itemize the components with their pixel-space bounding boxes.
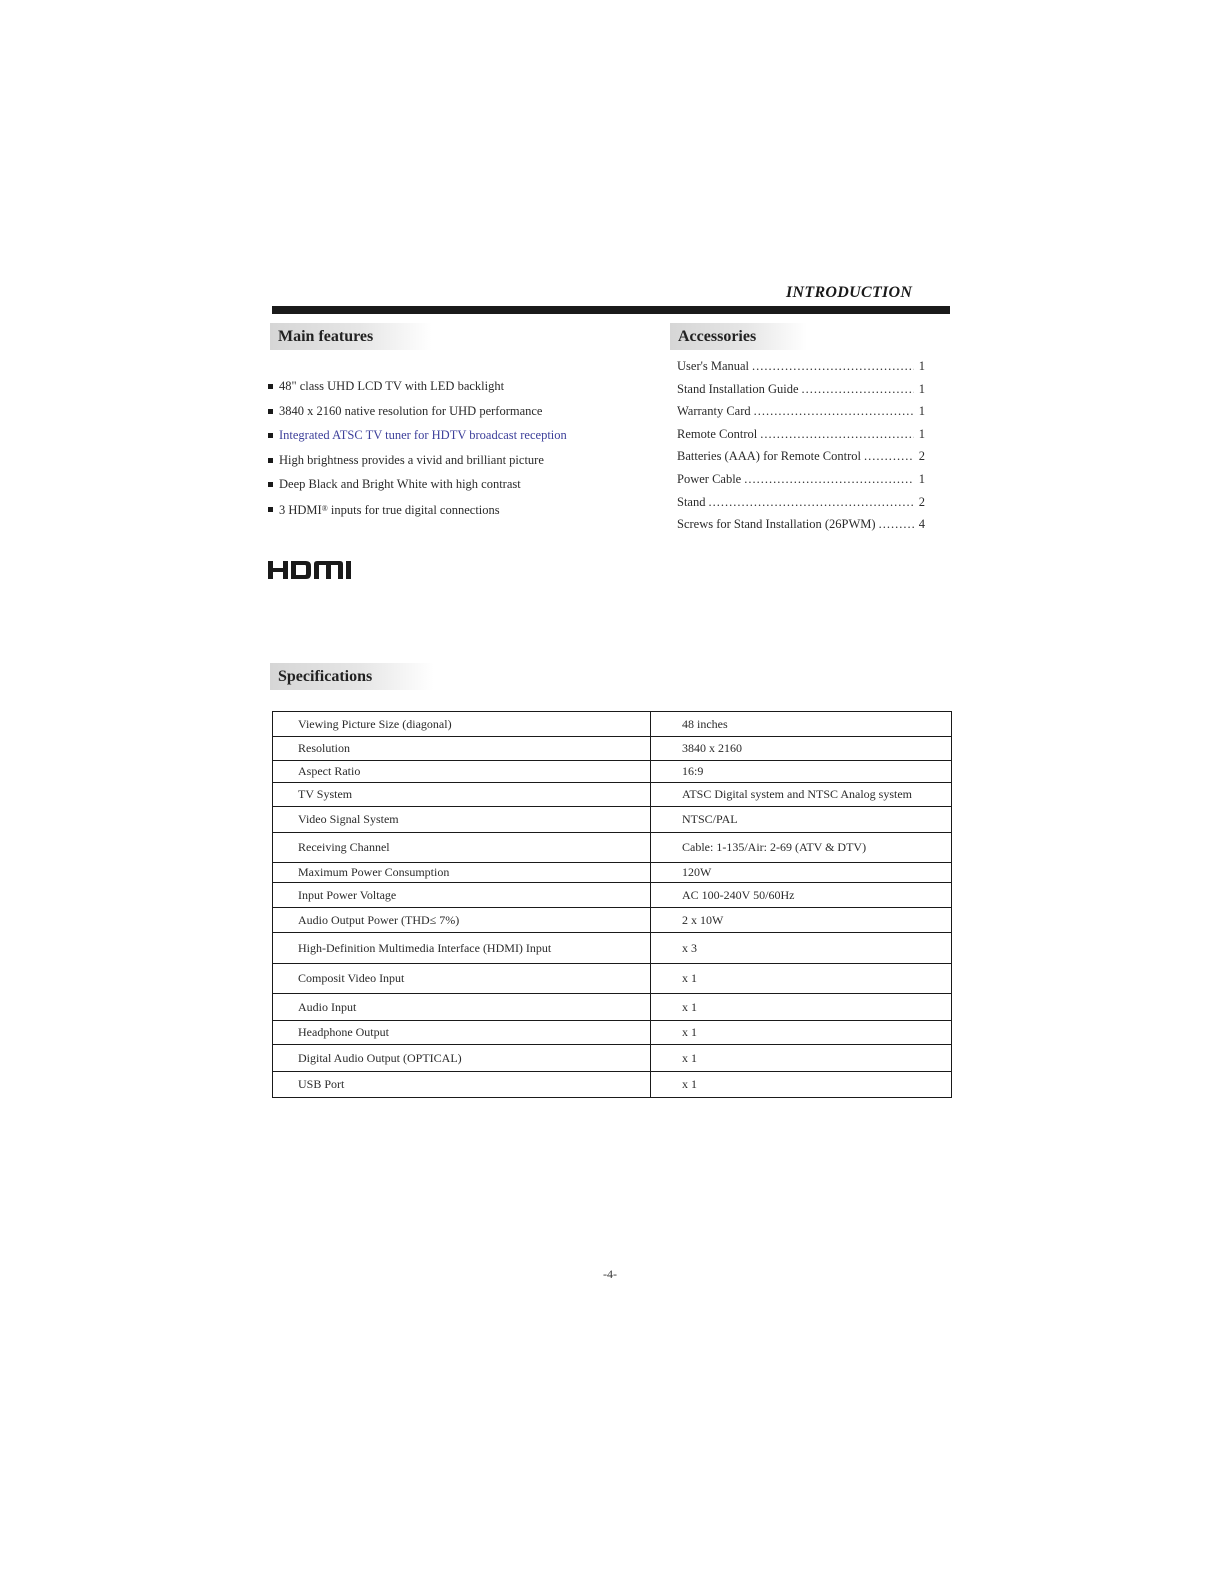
table-row: [273, 964, 952, 994]
table-row: [273, 863, 952, 883]
spec-label: Audio Input: [273, 994, 651, 1021]
spec-label: Headphone Output: [273, 1021, 651, 1045]
table-row: [273, 1072, 952, 1098]
accessory-item: Power Cable ..... 1: [677, 471, 925, 494]
feature-item: 48" class UHD LCD TV with LED backlight: [268, 378, 648, 403]
page-number: -4-: [603, 1267, 617, 1281]
spec-value: Cable: 1-135/Air: 2-69 (ATV & DTV): [651, 833, 952, 863]
spec-value: 120W: [651, 863, 952, 883]
accessories-list: [677, 358, 925, 539]
spec-label: Input Power Voltage: [273, 883, 651, 908]
spec-label: Digital Audio Output (OPTICAL): [273, 1045, 651, 1072]
feature-item: Deep Black and Bright White with high contrast: [268, 476, 648, 501]
square-bullet-icon: [268, 433, 273, 438]
square-bullet-icon: [268, 384, 273, 389]
accessory-item: Remote Control ..... 1: [677, 426, 925, 449]
square-bullet-icon: [268, 482, 273, 487]
spec-label: Receiving Channel: [273, 833, 651, 863]
accessory-item: Batteries (AAA) for Remote Control ..... 2: [677, 448, 925, 471]
specifications-table: [272, 711, 952, 1098]
table-row: [273, 737, 952, 761]
spec-label: USB Port: [273, 1072, 651, 1098]
accessory-item: User's Manual ..... 1: [677, 358, 925, 381]
spec-value: ATSC Digital system and NTSC Analog system: [651, 783, 952, 807]
section-title: INTRODUCTION: [786, 284, 913, 301]
accessories-heading: Accessories: [670, 323, 807, 350]
feature-item: 3 HDMI® inputs for true digital connections: [268, 501, 648, 526]
table-row: [273, 807, 952, 833]
spec-value: 2 x 10W: [651, 908, 952, 933]
main-features-heading: Main features: [270, 323, 432, 350]
feature-item: 3840 x 2160 native resolution for UHD performance: [268, 403, 648, 428]
spec-value: x 1: [651, 1072, 952, 1098]
table-row: [273, 933, 952, 964]
main-features-list: [268, 378, 648, 526]
table-row: [273, 994, 952, 1021]
spec-value: 48 inches: [651, 712, 952, 737]
table-row: [273, 833, 952, 863]
spec-value: 16:9: [651, 761, 952, 783]
accessory-item: Screws for Stand Installation (26PWM) ..... 4: [677, 516, 925, 539]
accessory-item: Stand Installation Guide ..... 1: [677, 381, 925, 404]
table-row: [273, 883, 952, 908]
spec-value: AC 100-240V 50/60Hz: [651, 883, 952, 908]
registered-mark: ®: [321, 503, 328, 513]
spec-label: High-Definition Multimedia Interface (HDMI) Input: [273, 933, 651, 964]
feature-item: High brightness provides a vivid and brilliant picture: [268, 452, 648, 477]
spec-label: Maximum Power Consumption: [273, 863, 651, 883]
square-bullet-icon: [268, 409, 273, 414]
spec-label: Composit Video Input: [273, 964, 651, 994]
spec-value: x 1: [651, 964, 952, 994]
spec-label: Viewing Picture Size (diagonal): [273, 712, 651, 737]
hdmi-logo: [268, 561, 360, 579]
accessory-item: Stand ..... 2: [677, 494, 925, 517]
header-rule: [272, 306, 950, 314]
spec-value: NTSC/PAL: [651, 807, 952, 833]
specifications-heading: Specifications: [270, 663, 434, 690]
table-row: [273, 761, 952, 783]
table-row: [273, 712, 952, 737]
table-row: [273, 908, 952, 933]
spec-label: Audio Output Power (THD≤ 7%): [273, 908, 651, 933]
spec-label: Video Signal System: [273, 807, 651, 833]
accessory-item: Warranty Card ..... 1: [677, 403, 925, 426]
table-row: [273, 1045, 952, 1072]
table-row: [273, 783, 952, 807]
spec-value: 3840 x 2160: [651, 737, 952, 761]
spec-value: x 1: [651, 1021, 952, 1045]
spec-label: Resolution: [273, 737, 651, 761]
square-bullet-icon: [268, 458, 273, 463]
spec-value: x 1: [651, 994, 952, 1021]
square-bullet-icon: [268, 507, 273, 512]
spec-label: TV System: [273, 783, 651, 807]
spec-label: Aspect Ratio: [273, 761, 651, 783]
table-row: [273, 1021, 952, 1045]
feature-item: Integrated ATSC TV tuner for HDTV broadcast reception: [268, 427, 648, 452]
spec-value: x 3: [651, 933, 952, 964]
spec-value: x 1: [651, 1045, 952, 1072]
